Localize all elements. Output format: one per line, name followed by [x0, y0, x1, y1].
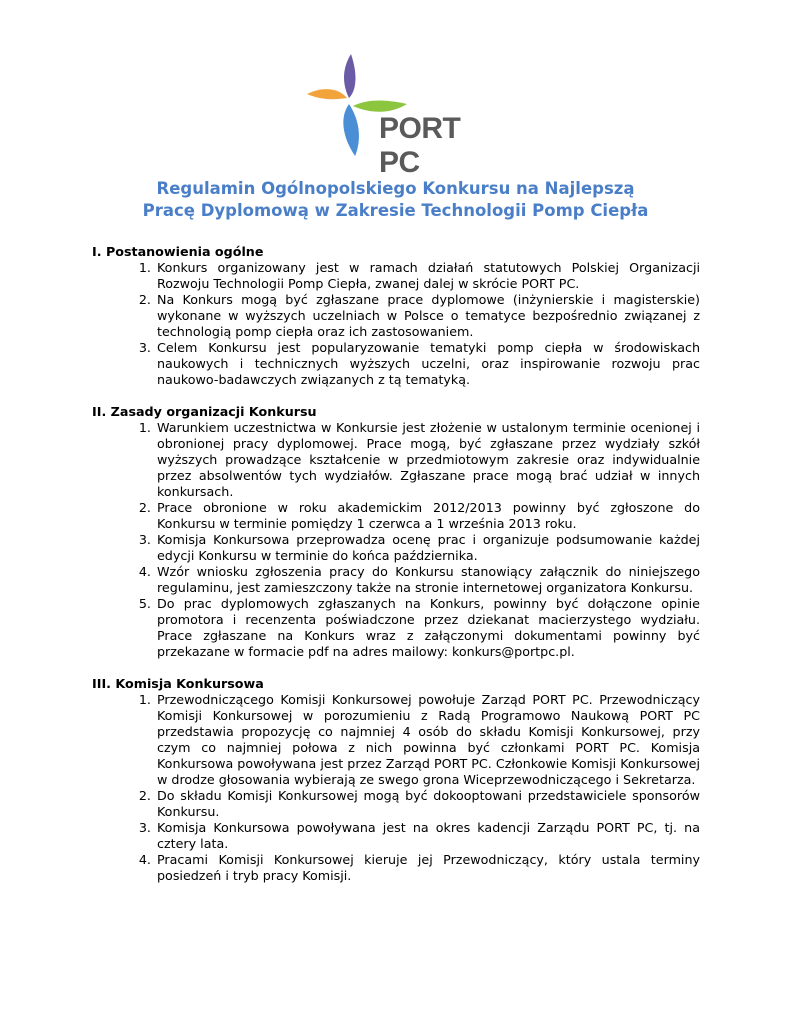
list-item: 1. Przewodniczącego Komisji Konkursowej powołuje Zarząd PORT PC. Przewodniczący Komisji Konkursowej w porozumieniu z Radą Programowo Naukową PORT PC przedstawia propozycję co najmniej 4 osób do składu Komisji Konkursowej, przy czym co najmniej połowa z nich powinna być członkami PORT PC. Komisja Konkursowa powoływana jest przez Zarząd PORT PC. Członkowie Komisji Konkursowej w drodze głosowania wybierają ze swego grona Wiceprzewodniczącego i Sekretarza. — [155, 692, 700, 788]
list-item: 3. Celem Konkursu jest popularyzowanie tematyki pomp ciepła w środowiskach naukowych i technicznych wyższych uczelni, oraz inspirowanie rozwoju prac naukowo-badawczych związanych z tą tematyką. — [155, 340, 700, 388]
logo-swoosh-green — [353, 101, 407, 112]
document-title — [0, 178, 791, 222]
port-pc-logo — [305, 52, 495, 179]
logo-swoosh-orange — [307, 89, 347, 99]
title-line-2: Pracę Dyplomową w Zakresie Technologii Pomp Ciepła — [142, 201, 649, 220]
section-list — [92, 420, 700, 660]
section-heading: II. Zasady organizacji Konkursu — [92, 404, 317, 419]
list-item: 1. Warunkiem uczestnictwa w Konkursie jest złożenie w ustalonym terminie ocenionej i obronionej pracy dyplomowej. Prace mogą, być zgłaszane przez wydziały szkół wyższych prowadzące kształcenie w przedmiotowym zakresie oraz indywidualnie przez absolwentów tych wydziałów. Zgłaszane prace mogą brać udział w innych konkursach. — [155, 420, 700, 500]
logo-swoosh-blue — [343, 104, 359, 156]
logo-swoosh-purple — [344, 54, 355, 98]
section-heading: I. Postanowienia ogólne — [92, 244, 264, 259]
list-item: 2. Do składu Komisji Konkursowej mogą być dokooptowani przedstawiciele sponsorów Konkursu. — [155, 788, 700, 820]
list-item: 2. Prace obronione w roku akademickim 2012/2013 powinny być zgłoszone do Konkursu w terminie pomiędzy 1 czerwca a 1 września 2013 roku. — [155, 500, 700, 532]
title-line-1: Regulamin Ogólnopolskiego Konkursu na Najlepszą — [156, 179, 635, 198]
list-item: 3. Komisja Konkursowa powoływana jest na okres kadencji Zarządu PORT PC, tj. na cztery lata. — [155, 820, 700, 852]
section-list — [92, 260, 700, 388]
list-item: 4. Pracami Komisji Konkursowej kieruje jej Przewodniczący, który ustala terminy posiedzeń i tryb pracy Komisji. — [155, 852, 700, 884]
list-item: 5. Do prac dyplomowych zgłaszanych na Konkurs, powinny być dołączone opinie promotora i recenzenta poświadczone przez dziekanat macierzystego wydziału. Prace zgłaszane na Konkurs wraz z załączonymi dokumentami powinny być przekazane w formacie pdf na adres mailowy: konkurs@portpc.pl. — [155, 596, 700, 660]
section-list — [92, 692, 700, 884]
list-item: 3. Komisja Konkursowa przeprowadza ocenę prac i organizuje podsumowanie każdej edycji Konkursu w terminie do końca października. — [155, 532, 700, 564]
list-item: 2. Na Konkurs mogą być zgłaszane prace dyplomowe (inżynierskie i magisterskie) wykonane w wyższych uczelniach w Polsce o tematyce bezpośrednio związanej z technologią pomp ciepła oraz ich zastosowaniem. — [155, 292, 700, 340]
document-body — [92, 244, 700, 900]
logo-text: PORT PC — [379, 112, 461, 179]
list-item: 1. Konkurs organizowany jest w ramach działań statutowych Polskiej Organizacji Rozwoju Technologii Pomp Ciepła, zwanej dalej w skrócie PORT PC. — [155, 260, 700, 292]
section-heading: III. Komisja Konkursowa — [92, 676, 264, 691]
list-item: 4. Wzór wniosku zgłoszenia pracy do Konkursu stanowiący załącznik do niniejszego regulaminu, jest zamieszczony także na stronie internetowej organizatora Konkursu. — [155, 564, 700, 596]
